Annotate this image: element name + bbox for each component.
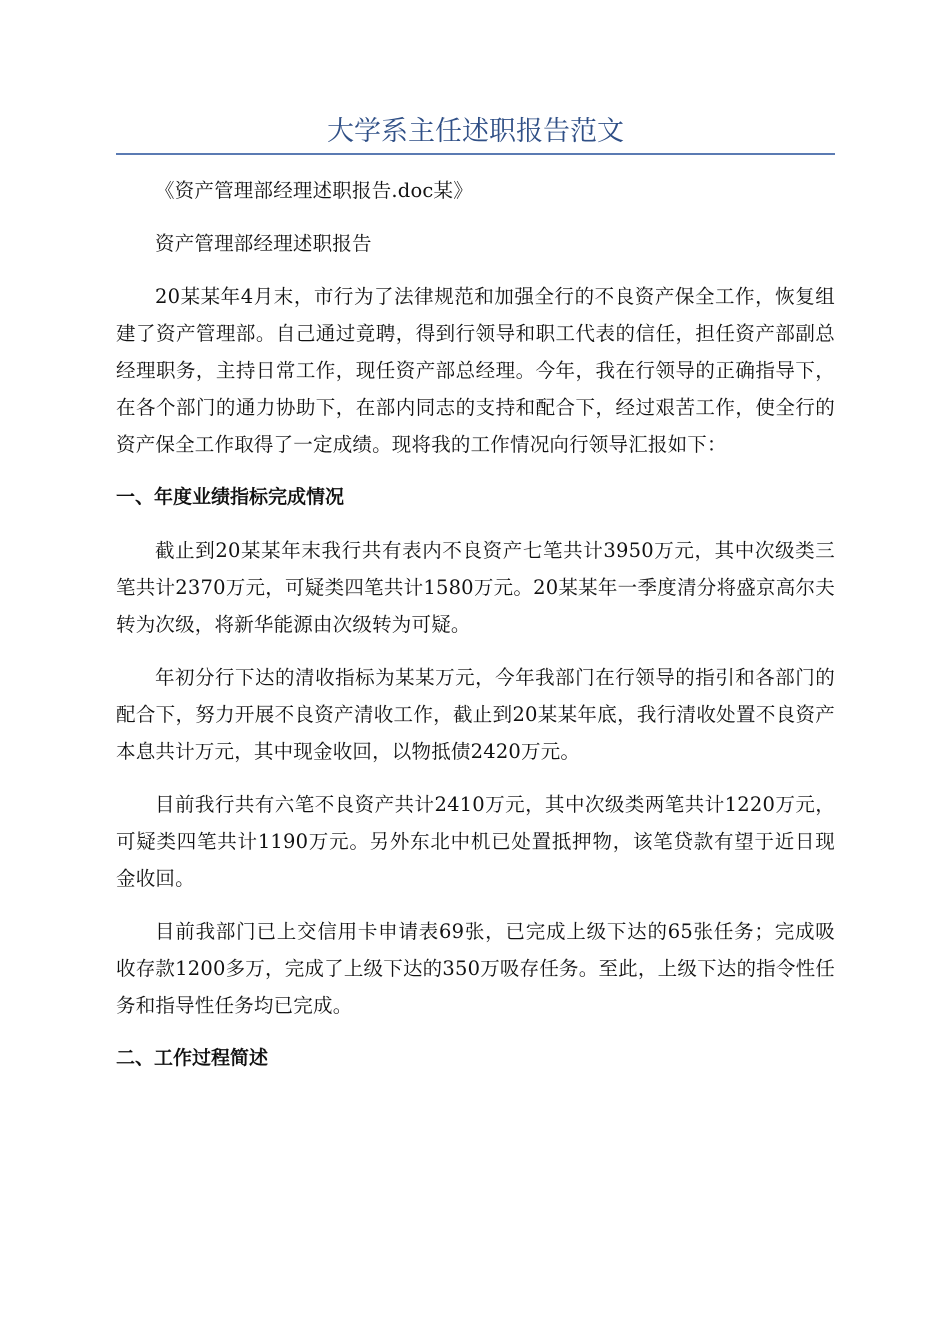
document-title: 大学系主任述职报告范文 (327, 116, 624, 147)
section-heading-2: 二、工作过程简述 (116, 1047, 269, 1069)
document-body (116, 172, 835, 1093)
section1-paragraph-1: 截止到20某某年末我行共有表内不良资产七笔共计3950万元，其中次级类三笔共计2370万元，可疑类四笔共计1580万元。20某某年一季度清分将盛京高尔夫转为次级，将新华能源由次级转为可疑。 (116, 539, 835, 636)
section1-paragraph-2: 年初分行下达的清收指标为某某万元，今年我部门在行领导的指引和各部门的配合下，努力开展不良资产清收工作，截止到20某某年底，我行清收处置不良资产本息共计万元，其中现金收回，以物抵债2420万元。 (116, 666, 835, 763)
section1-paragraph-4: 目前我部门已上交信用卡申请表69张，已完成上级下达的65张任务；完成吸收存款1200多万，完成了上级下达的350万吸存任务。至此，上级下达的指令性任务和指导性任务均已完成。 (116, 920, 835, 1017)
intro-paragraph: 20某某年4月末，市行为了法律规范和加强全行的不良资产保全工作，恢复组建了资产管理部。自己通过竟聘，得到行领导和职工代表的信任，担任资产部副总经理职务，主持日常工作，现任资产部总经理。今年，我在行领导的正确指导下，在各个部门的通力协助下，在部内同志的支持和配合下，经过艰苦工作，使全行的资产保全工作取得了一定成绩。现将我的工作情况向行领导汇报如下： (116, 285, 835, 456)
section1-paragraph-3: 目前我行共有六笔不良资产共计2410万元，其中次级类两笔共计1220万元，可疑类四笔共计1190万元。另外东北中机已处置抵押物，该笔贷款有望于近日现金收回。 (116, 793, 835, 890)
title-underline (116, 153, 835, 155)
section-heading-1: 一、年度业绩指标完成情况 (116, 486, 345, 508)
source-line: 《资产管理部经理述职报告.doc某》 (155, 179, 473, 202)
subtitle-line: 资产管理部经理述职报告 (155, 232, 372, 255)
